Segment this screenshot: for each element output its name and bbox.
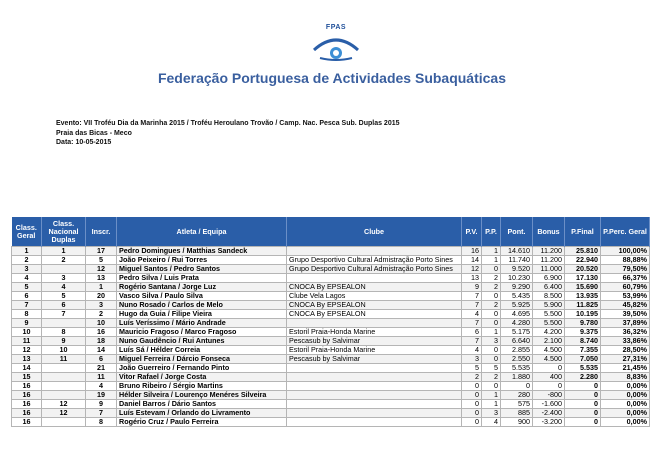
- cell-pv: 3: [462, 355, 482, 364]
- cell-pperc: 39,50%: [601, 310, 650, 319]
- cell-clube: [287, 418, 462, 427]
- cell-pperc: 27,31%: [601, 355, 650, 364]
- cell-clube: CNOCA By EPSEALON: [287, 310, 462, 319]
- cell-clube: [287, 274, 462, 283]
- cell-pperc: 0,00%: [601, 418, 650, 427]
- fpas-logo: [306, 24, 366, 64]
- cell-pv: 4: [462, 310, 482, 319]
- cell-pfinal: 5.535: [565, 364, 601, 373]
- cell-pp: 0: [482, 355, 501, 364]
- cell-pfinal: 20.520: [565, 265, 601, 274]
- cell-inscr: 1: [86, 283, 117, 292]
- cell-bonus: 6.900: [533, 274, 565, 283]
- cell-atleta: João Peixeiro / Rui Torres: [117, 256, 287, 265]
- cell-pv: 16: [462, 247, 482, 256]
- cell-bonus: 5.900: [533, 301, 565, 310]
- event-line: Evento: VII Troféu Dia da Marinha 2015 / Troféu Heroulano Trovão / Camp. Nac. Pesca Sub. Duplas 2015: [56, 120, 400, 127]
- cell-pv: 2: [462, 373, 482, 382]
- cell-bonus: 2.100: [533, 337, 565, 346]
- cell-pv: 0: [462, 409, 482, 418]
- cell-inscr: 16: [86, 328, 117, 337]
- cell-bonus: 0: [533, 382, 565, 391]
- cell-pfinal: 8.740: [565, 337, 601, 346]
- cell-pv: 7: [462, 319, 482, 328]
- cell-pont: 5.175: [501, 328, 533, 337]
- cell-atleta: Bruno Ribeiro / Sérgio Martins: [117, 382, 287, 391]
- col-class-geral[interactable]: Class. Geral: [12, 217, 42, 247]
- cell-clube: Grupo Desportivo Cultural Admistração Porto Sines: [287, 256, 462, 265]
- table-row: [12, 409, 650, 418]
- cell-pp: 3: [482, 337, 501, 346]
- cell-atleta: Mauricio Fragoso / Marco Fragoso: [117, 328, 287, 337]
- cell-geral: 14: [12, 364, 42, 373]
- cell-pperc: 45,82%: [601, 301, 650, 310]
- cell-atleta: Vitor Rafael / Jorge Costa: [117, 373, 287, 382]
- page-title: Federação Portuguesa de Actividades Subaquáticas: [157, 70, 507, 86]
- cell-pv: 0: [462, 382, 482, 391]
- cell-clube: Estoril Praia-Honda Marine: [287, 328, 462, 337]
- cell-geral: 16: [12, 409, 42, 418]
- col-class-nacional[interactable]: Class. Nacional Duplas: [42, 217, 86, 247]
- col-pp[interactable]: P.P.: [482, 217, 501, 247]
- cell-geral: 10: [12, 328, 42, 337]
- cell-geral: 1: [12, 247, 42, 256]
- cell-inscr: 13: [86, 274, 117, 283]
- cell-pfinal: 7.050: [565, 355, 601, 364]
- cell-pfinal: 0: [565, 409, 601, 418]
- cell-pfinal: 2.280: [565, 373, 601, 382]
- cell-pont: 6.640: [501, 337, 533, 346]
- cell-bonus: 5.500: [533, 310, 565, 319]
- cell-bonus: -1.600: [533, 400, 565, 409]
- cell-clube: [287, 409, 462, 418]
- cell-nacional: 9: [42, 337, 86, 346]
- col-inscr[interactable]: Inscr.: [86, 217, 117, 247]
- cell-pont: 14.610: [501, 247, 533, 256]
- event-location: Praia das Bicas - Meco: [56, 130, 132, 137]
- cell-nacional: 12: [42, 409, 86, 418]
- cell-nacional: [42, 382, 86, 391]
- cell-nacional: [42, 319, 86, 328]
- cell-geral: 6: [12, 292, 42, 301]
- cell-clube: Estoril Praia-Honda Marine: [287, 346, 462, 355]
- cell-geral: 12: [12, 346, 42, 355]
- cell-geral: 15: [12, 373, 42, 382]
- cell-geral: 16: [12, 391, 42, 400]
- cell-geral: 3: [12, 265, 42, 274]
- cell-nacional: 8: [42, 328, 86, 337]
- cell-clube: [287, 382, 462, 391]
- cell-clube: [287, 391, 462, 400]
- cell-pont: 1.880: [501, 373, 533, 382]
- cell-inscr: 8: [86, 418, 117, 427]
- cell-pont: 4.280: [501, 319, 533, 328]
- cell-atleta: Luís Estevam / Orlando do Livramento: [117, 409, 287, 418]
- table-row: [12, 346, 650, 355]
- cell-bonus: 11.000: [533, 265, 565, 274]
- cell-pp: 0: [482, 346, 501, 355]
- cell-inscr: 2: [86, 310, 117, 319]
- results-table: [11, 217, 650, 427]
- cell-clube: CNOCA By EPSEALON: [287, 283, 462, 292]
- cell-pfinal: 25.810: [565, 247, 601, 256]
- cell-inscr: 12: [86, 265, 117, 274]
- cell-pont: 2.855: [501, 346, 533, 355]
- cell-nacional: 5: [42, 292, 86, 301]
- cell-atleta: Luís Veríssimo / Mário Andrade: [117, 319, 287, 328]
- cell-clube: [287, 247, 462, 256]
- table-row: [12, 247, 650, 256]
- cell-pv: 7: [462, 301, 482, 310]
- cell-nacional: 1: [42, 247, 86, 256]
- cell-atleta: Miguel Santos / Pedro Santos: [117, 265, 287, 274]
- cell-geral: 8: [12, 310, 42, 319]
- cell-inscr: 19: [86, 391, 117, 400]
- cell-atleta: Nuno Rosado / Carlos de Melo: [117, 301, 287, 310]
- cell-pont: 9.520: [501, 265, 533, 274]
- cell-geral: 16: [12, 382, 42, 391]
- logo-text: FPAS: [325, 24, 347, 31]
- cell-pfinal: 10.195: [565, 310, 601, 319]
- cell-pv: 9: [462, 283, 482, 292]
- cell-pont: 900: [501, 418, 533, 427]
- cell-pont: 575: [501, 400, 533, 409]
- cell-inscr: 10: [86, 319, 117, 328]
- cell-nacional: 7: [42, 310, 86, 319]
- table-row: [12, 391, 650, 400]
- cell-pv: 13: [462, 274, 482, 283]
- cell-pperc: 28,50%: [601, 346, 650, 355]
- cell-inscr: 5: [86, 256, 117, 265]
- cell-pont: 4.695: [501, 310, 533, 319]
- cell-bonus: 11.200: [533, 256, 565, 265]
- cell-geral: 7: [12, 301, 42, 310]
- cell-pperc: 88,88%: [601, 256, 650, 265]
- cell-atleta: Nuno Gaudêncio / Rui Antunes: [117, 337, 287, 346]
- cell-nacional: 2: [42, 256, 86, 265]
- cell-pont: 10.230: [501, 274, 533, 283]
- cell-nacional: 4: [42, 283, 86, 292]
- cell-nacional: 3: [42, 274, 86, 283]
- cell-pfinal: 22.940: [565, 256, 601, 265]
- cell-nacional: 6: [42, 301, 86, 310]
- table-row: [12, 382, 650, 391]
- table-header-row: [12, 217, 650, 247]
- cell-geral: 16: [12, 418, 42, 427]
- cell-bonus: 4.500: [533, 346, 565, 355]
- col-pfinal[interactable]: P.Final: [565, 217, 601, 247]
- cell-nacional: [42, 391, 86, 400]
- col-pont[interactable]: Pont.: [501, 217, 533, 247]
- col-bonus[interactable]: Bonus: [533, 217, 565, 247]
- table-row: [12, 292, 650, 301]
- table-row: [12, 373, 650, 382]
- cell-geral: 11: [12, 337, 42, 346]
- cell-inscr: 9: [86, 400, 117, 409]
- cell-bonus: -800: [533, 391, 565, 400]
- cell-pfinal: 11.825: [565, 301, 601, 310]
- cell-pp: 5: [482, 364, 501, 373]
- table-row: [12, 256, 650, 265]
- cell-bonus: 4.500: [533, 355, 565, 364]
- cell-pp: 2: [482, 301, 501, 310]
- cell-clube: Clube Vela Lagos: [287, 292, 462, 301]
- cell-inscr: 20: [86, 292, 117, 301]
- cell-atleta: Hugo da Guia / Filipe Vieira: [117, 310, 287, 319]
- cell-pperc: 100,00%: [601, 247, 650, 256]
- cell-pperc: 79,50%: [601, 265, 650, 274]
- cell-pfinal: 7.355: [565, 346, 601, 355]
- cell-geral: 4: [12, 274, 42, 283]
- cell-pfinal: 9.780: [565, 319, 601, 328]
- cell-pperc: 0,00%: [601, 409, 650, 418]
- cell-pperc: 21,45%: [601, 364, 650, 373]
- cell-pont: 9.290: [501, 283, 533, 292]
- event-date: Data: 10-05-2015: [56, 139, 112, 146]
- cell-pperc: 0,00%: [601, 391, 650, 400]
- cell-bonus: 4.200: [533, 328, 565, 337]
- cell-pont: 2.550: [501, 355, 533, 364]
- cell-inscr: 7: [86, 409, 117, 418]
- cell-pv: 7: [462, 337, 482, 346]
- cell-geral: 16: [12, 400, 42, 409]
- cell-pperc: 53,99%: [601, 292, 650, 301]
- cell-atleta: Vasco Silva / Paulo Silva: [117, 292, 287, 301]
- cell-pp: 0: [482, 319, 501, 328]
- table-row: [12, 400, 650, 409]
- cell-pfinal: 0: [565, 382, 601, 391]
- cell-clube: Grupo Desportivo Cultural Admistração Porto Sines: [287, 265, 462, 274]
- cell-pp: 0: [482, 382, 501, 391]
- cell-bonus: 11.200: [533, 247, 565, 256]
- cell-inscr: 6: [86, 355, 117, 364]
- cell-inscr: 21: [86, 364, 117, 373]
- cell-inscr: 3: [86, 301, 117, 310]
- cell-pp: 4: [482, 418, 501, 427]
- cell-pperc: 66,37%: [601, 274, 650, 283]
- table-row: [12, 310, 650, 319]
- cell-pp: 2: [482, 283, 501, 292]
- cell-atleta: João Guerreiro / Fernando Pinto: [117, 364, 287, 373]
- cell-geral: 9: [12, 319, 42, 328]
- cell-pv: 0: [462, 400, 482, 409]
- cell-clube: Pescasub by Salvimar: [287, 355, 462, 364]
- cell-clube: [287, 373, 462, 382]
- col-pv[interactable]: P.V.: [462, 217, 482, 247]
- cell-pont: 280: [501, 391, 533, 400]
- cell-pp: 0: [482, 292, 501, 301]
- cell-pp: 0: [482, 265, 501, 274]
- cell-pont: 885: [501, 409, 533, 418]
- cell-clube: [287, 319, 462, 328]
- cell-atleta: Pedro Domingues / Matthias Sandeck: [117, 247, 287, 256]
- cell-bonus: 0: [533, 364, 565, 373]
- table-row: [12, 337, 650, 346]
- cell-pp: 1: [482, 256, 501, 265]
- cell-pfinal: 0: [565, 418, 601, 427]
- cell-bonus: 5.500: [533, 319, 565, 328]
- cell-geral: 5: [12, 283, 42, 292]
- cell-bonus: 8.500: [533, 292, 565, 301]
- cell-atleta: Rogério Cruz / Paulo Ferreira: [117, 418, 287, 427]
- cell-pfinal: 17.130: [565, 274, 601, 283]
- cell-pont: 5.535: [501, 364, 533, 373]
- col-pperc[interactable]: P.Perc. Geral: [601, 217, 650, 247]
- cell-pp: 2: [482, 373, 501, 382]
- cell-bonus: 400: [533, 373, 565, 382]
- table-row: [12, 301, 650, 310]
- cell-nacional: [42, 364, 86, 373]
- cell-nacional: 10: [42, 346, 86, 355]
- cell-pp: 1: [482, 247, 501, 256]
- cell-clube: CNOCA By EPSEALON: [287, 301, 462, 310]
- cell-atleta: Hélder Silveira / Lourenço Menéres Silveira: [117, 391, 287, 400]
- cell-atleta: Miguel Ferreira / Dárcio Fonseca: [117, 355, 287, 364]
- table-row: [12, 283, 650, 292]
- cell-nacional: 11: [42, 355, 86, 364]
- cell-nacional: 12: [42, 400, 86, 409]
- cell-pp: 2: [482, 274, 501, 283]
- cell-pp: 1: [482, 328, 501, 337]
- cell-pfinal: 0: [565, 400, 601, 409]
- cell-inscr: 18: [86, 337, 117, 346]
- cell-bonus: 6.400: [533, 283, 565, 292]
- cell-pv: 7: [462, 292, 482, 301]
- cell-pfinal: 9.375: [565, 328, 601, 337]
- cell-pv: 14: [462, 256, 482, 265]
- cell-atleta: Rogério Santana / Jorge Luz: [117, 283, 287, 292]
- cell-pperc: 36,32%: [601, 328, 650, 337]
- cell-clube: [287, 364, 462, 373]
- cell-pv: 5: [462, 364, 482, 373]
- table-row: [12, 364, 650, 373]
- cell-pont: 0: [501, 382, 533, 391]
- cell-atleta: Pedro Silva / Luis Prata: [117, 274, 287, 283]
- table-row: [12, 355, 650, 364]
- cell-pperc: 60,79%: [601, 283, 650, 292]
- cell-pv: 0: [462, 418, 482, 427]
- cell-bonus: -3.200: [533, 418, 565, 427]
- table-row: [12, 274, 650, 283]
- cell-pv: 0: [462, 391, 482, 400]
- cell-bonus: -2.400: [533, 409, 565, 418]
- cell-pv: 12: [462, 265, 482, 274]
- cell-inscr: 17: [86, 247, 117, 256]
- cell-atleta: Daniel Barros / Dário Santos: [117, 400, 287, 409]
- table-row: [12, 319, 650, 328]
- col-atleta[interactable]: Atleta / Equipa: [117, 217, 287, 247]
- cell-pfinal: 13.935: [565, 292, 601, 301]
- cell-pp: 0: [482, 310, 501, 319]
- cell-clube: Pescasub by Salvimar: [287, 337, 462, 346]
- cell-clube: [287, 400, 462, 409]
- cell-pfinal: 15.690: [565, 283, 601, 292]
- col-clube[interactable]: Clube: [287, 217, 462, 247]
- cell-pperc: 0,00%: [601, 382, 650, 391]
- cell-nacional: [42, 373, 86, 382]
- cell-pv: 6: [462, 328, 482, 337]
- table-row: [12, 328, 650, 337]
- cell-inscr: 4: [86, 382, 117, 391]
- cell-pp: 1: [482, 400, 501, 409]
- cell-pperc: 0,00%: [601, 400, 650, 409]
- cell-nacional: [42, 265, 86, 274]
- cell-pfinal: 0: [565, 391, 601, 400]
- cell-pont: 11.740: [501, 256, 533, 265]
- table-row: [12, 418, 650, 427]
- cell-geral: 2: [12, 256, 42, 265]
- cell-pperc: 8,83%: [601, 373, 650, 382]
- cell-inscr: 11: [86, 373, 117, 382]
- cell-pperc: 33,86%: [601, 337, 650, 346]
- cell-pp: 1: [482, 391, 501, 400]
- cell-nacional: [42, 418, 86, 427]
- cell-pont: 5.435: [501, 292, 533, 301]
- cell-pperc: 37,89%: [601, 319, 650, 328]
- cell-geral: 13: [12, 355, 42, 364]
- cell-atleta: Luís Sá / Hélder Correia: [117, 346, 287, 355]
- cell-pv: 4: [462, 346, 482, 355]
- cell-pont: 5.925: [501, 301, 533, 310]
- table-row: [12, 265, 650, 274]
- cell-inscr: 14: [86, 346, 117, 355]
- cell-pp: 3: [482, 409, 501, 418]
